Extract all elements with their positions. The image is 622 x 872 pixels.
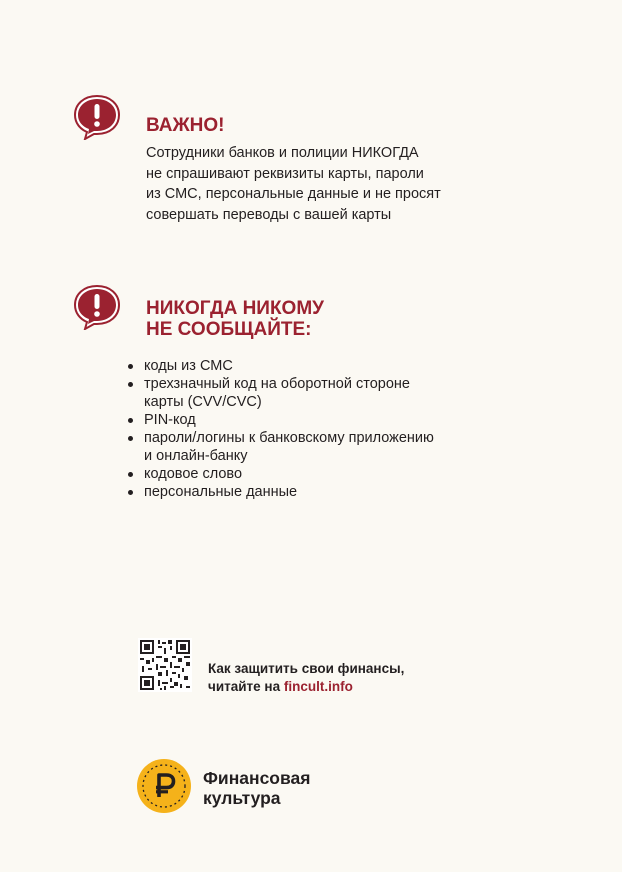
list-item: персональные данные	[120, 483, 434, 501]
list-item-continuation: карты (CVV/CVC)	[144, 394, 262, 410]
list-item: PIN-код	[120, 411, 434, 429]
important-paragraph	[146, 143, 441, 225]
list-item-continuation: и онлайн-банку	[144, 448, 248, 464]
ruble-coin-icon	[136, 758, 192, 814]
exclamation-speech-bubble-icon	[72, 284, 122, 330]
list-item: трехзначный код на оборотной стороне	[120, 375, 434, 393]
list-item: коды из СМС	[120, 357, 434, 375]
never-tell-list	[120, 357, 434, 501]
qr-caption-line1: Как защитить свои финансы,	[208, 661, 405, 676]
brand-line2: культура	[203, 788, 281, 808]
title-line: НИКОГДА НИКОМУ	[146, 298, 324, 319]
qr-code-icon[interactable]	[138, 638, 192, 692]
paragraph-line: не спрашивают реквизиты карты, пароли	[146, 165, 424, 182]
qr-caption-prefix: читайте на	[208, 679, 284, 694]
paragraph-line: совершать переводы с вашей карты	[146, 206, 392, 223]
list-item: пароли/логины к банковскому приложению	[120, 429, 434, 447]
paragraph-line: из СМС, персональные данные и не просят	[146, 186, 441, 202]
fincult-link[interactable]: fincult.info	[283, 679, 353, 694]
title-line: НЕ СООБЩАЙТЕ:	[146, 319, 312, 340]
qr-caption-line2	[208, 678, 404, 696]
list-item: кодовое слово	[120, 465, 434, 483]
brand-name	[203, 768, 310, 808]
important-title: ВАЖНО!	[146, 115, 225, 136]
brand-line1: Финансовая	[203, 768, 311, 788]
exclamation-speech-bubble-icon	[72, 94, 122, 140]
paragraph-line: Сотрудники банков и полиции НИКОГДА	[146, 145, 419, 161]
never-tell-title	[146, 298, 324, 340]
qr-caption	[208, 660, 404, 696]
